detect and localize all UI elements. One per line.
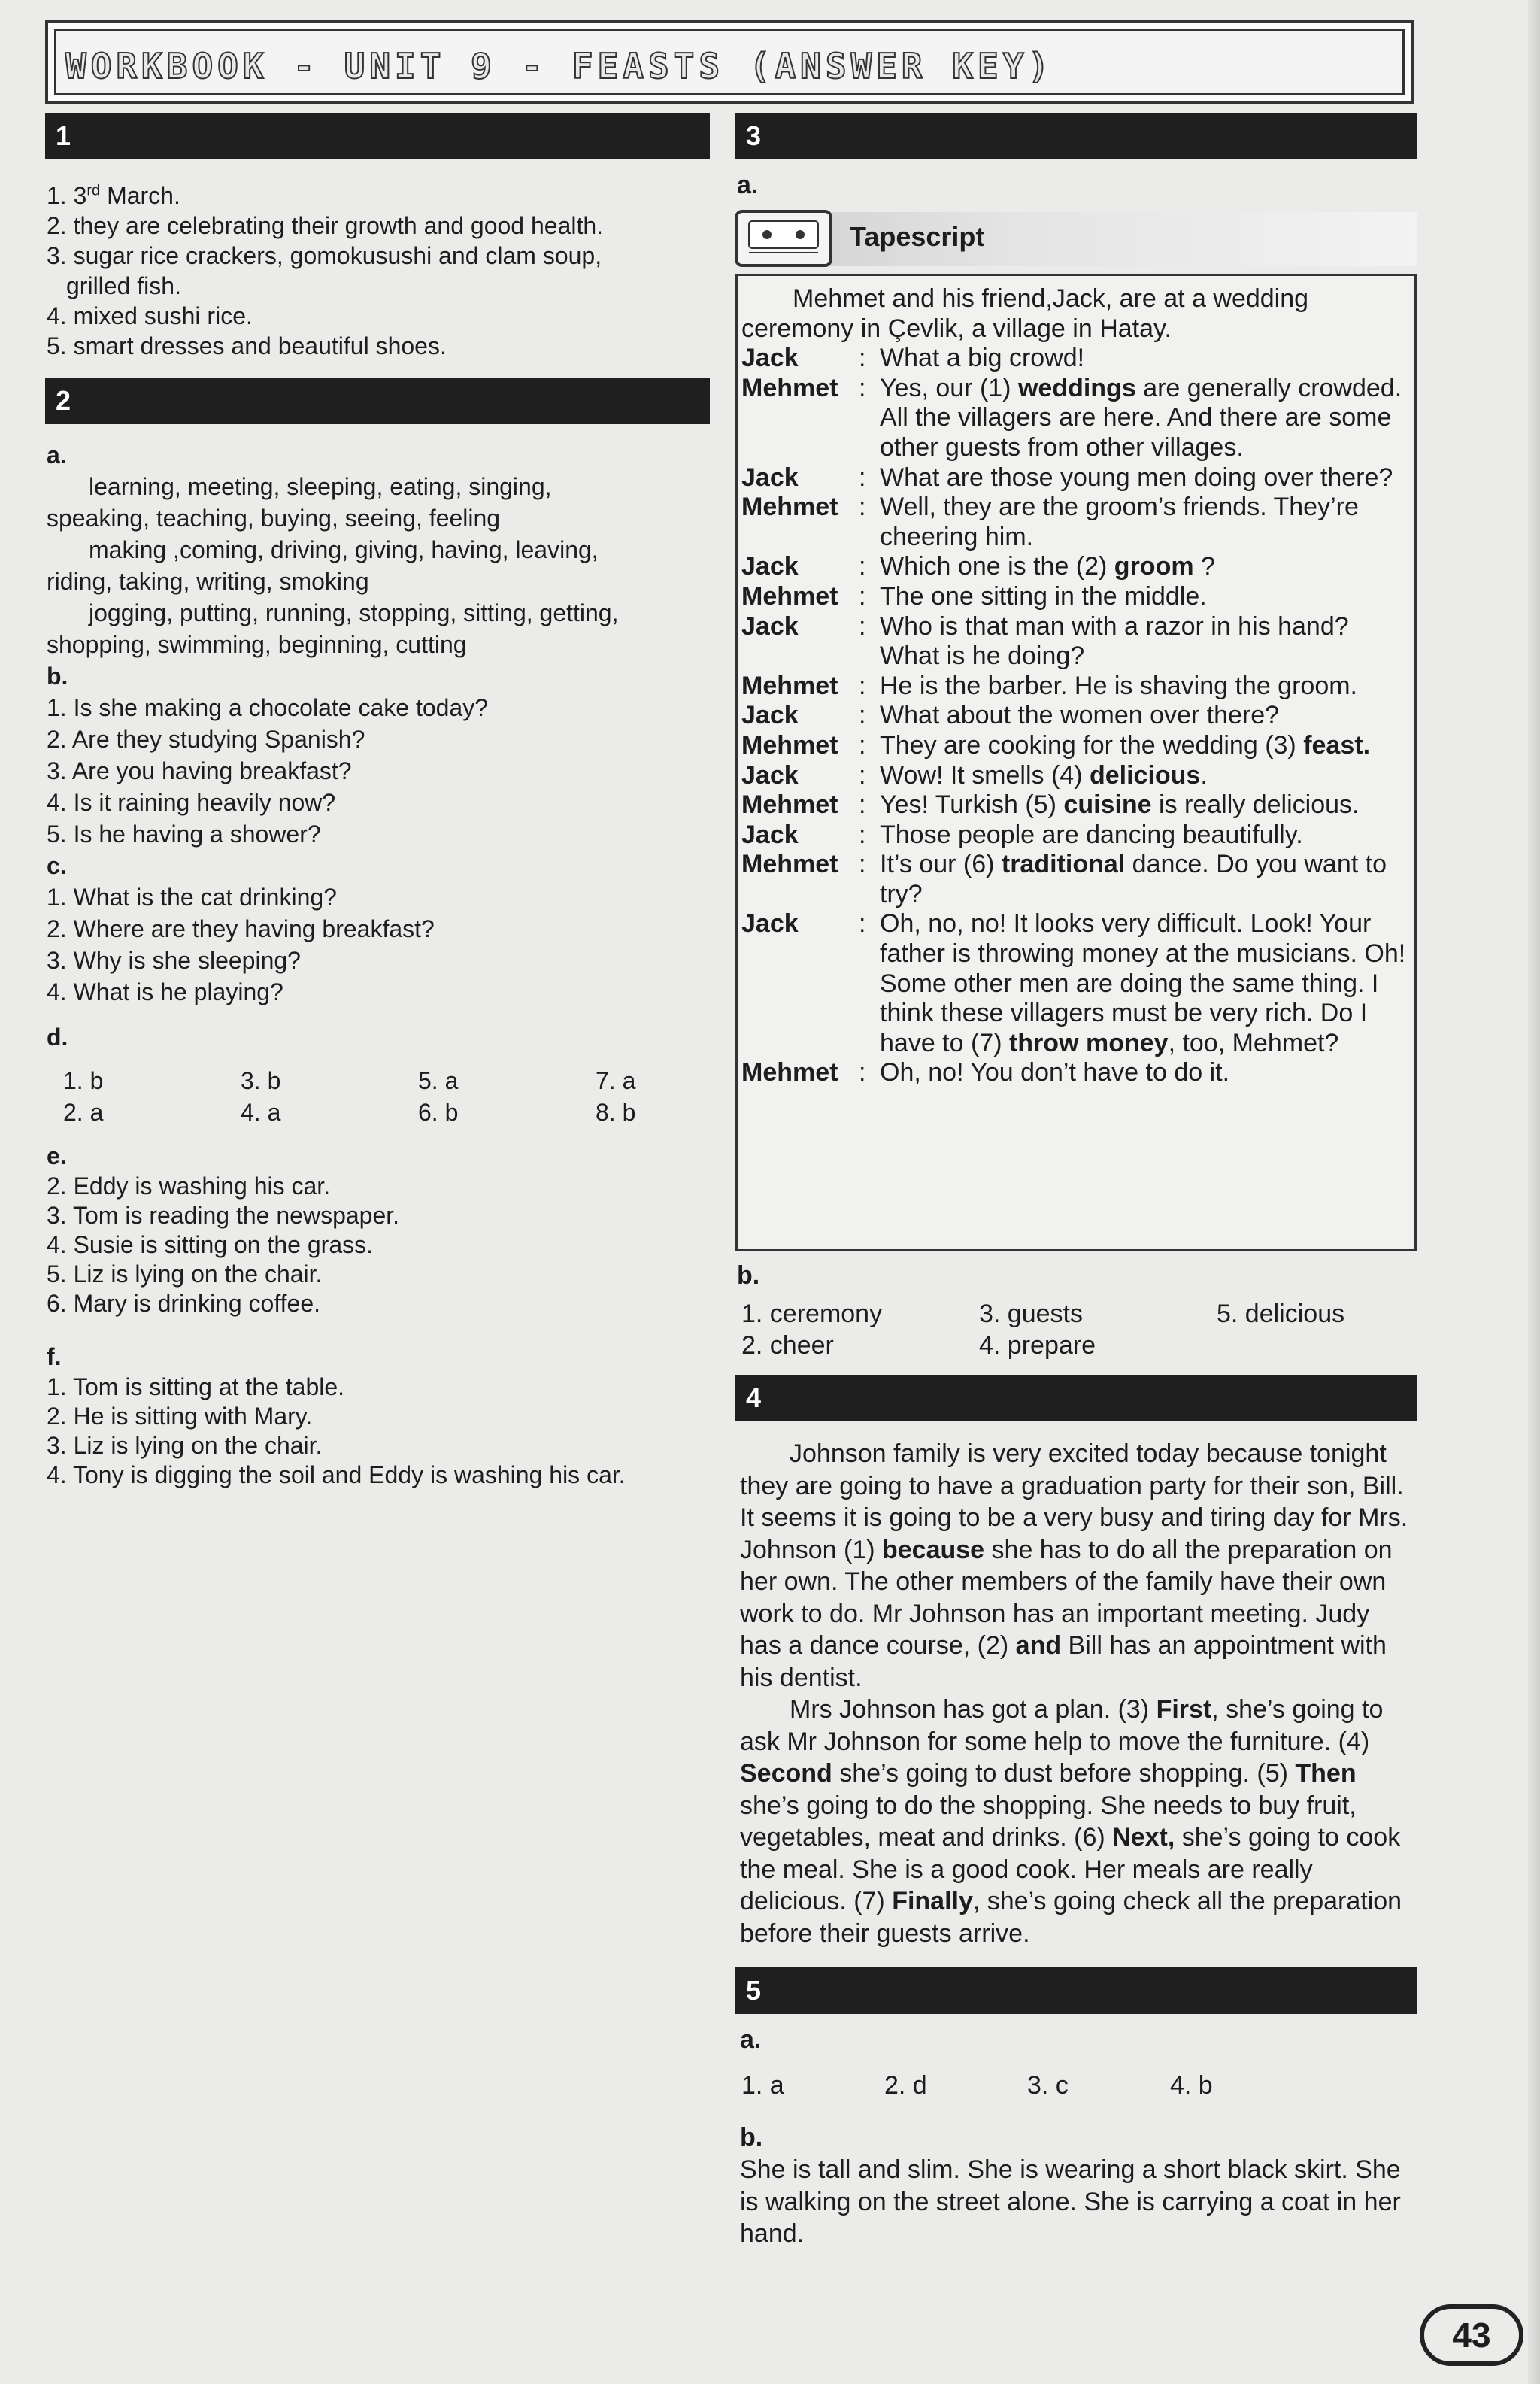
utterance-text: They are cooking for the wedding (3) [880,730,1304,760]
header-banner [45,20,1414,104]
section-3b-answers [741,1298,1454,1361]
answer-item: 5. smart dresses and beautiful shoes. [47,332,447,359]
answer-word: weddings [1017,373,1136,402]
utterance [880,612,1411,672]
grid-answer: 1. b [63,1067,104,1094]
utterance [880,463,1411,493]
answer-item: 2. Are they studying Spanish? [47,726,365,753]
subsection-label: b. [737,1261,760,1290]
tapescript-title: Tapescript [850,221,985,252]
speaker-colon: : [859,790,866,820]
answer-grid [47,1065,708,1128]
answer-item: 3. Why is she sleeping? [47,947,301,974]
word-list-line: learning, meeting, sleeping, eating, singing, [89,473,552,500]
speaker-colon: : [859,820,866,849]
section-5-bar [735,1967,1417,2014]
section-2-number: 2 [56,385,71,416]
section-2-bar [45,378,710,424]
speaker-colon: : [859,909,866,939]
page-number-badge [1420,2304,1523,2366]
section-5a-answers [741,2070,1313,2101]
dialogue-line [741,701,1411,731]
speaker-name: Jack [741,463,799,492]
word-list-line: making ,coming, driving, giving, having, leaving, [89,536,599,563]
utterance [880,790,1411,820]
utterance [880,344,1411,374]
speaker-colon: : [859,344,866,373]
grid-answer: 5. delicious [1217,1300,1345,1328]
speaker-colon: : [859,1058,866,1087]
answer-word: cuisine [1063,790,1152,820]
speaker-colon: : [859,850,866,879]
grid-answer: 1. a [741,2071,784,2100]
subsection-label: a. [737,171,759,199]
answer-item: 1. What is the cat drinking? [47,884,337,911]
answer-item: 2. Eddy is washing his car. [47,1172,331,1200]
answer-item: 4. Is it raining heavily now? [47,789,336,816]
utterance-text: Those people are dancing beautifully. [880,820,1303,849]
answer-item: 4. mixed sushi rice. [47,302,253,329]
answer-item: 3. sugar rice crackers, gomokusushi and clam soup, [47,242,602,269]
grid-answer: 4. prepare [979,1331,1096,1360]
subsection-label: c. [47,852,67,879]
speaker-name: Jack [741,760,799,790]
speaker-name: Jack [741,611,799,641]
speaker-name: Jack [741,820,799,849]
grid-answer: 2. d [884,2071,927,2100]
grid-answer: 5. a [418,1067,459,1094]
utterance [880,909,1411,1058]
answer-word: feast. [1303,730,1371,760]
grid-answer: 7. a [596,1067,636,1094]
dialogue-line [741,493,1411,552]
section-2-answers [47,439,708,1490]
grid-answer: 2. cheer [741,1331,834,1360]
utterance-text: Which one is the (2) [880,552,1114,581]
utterance [880,731,1411,761]
tapescript-intro: Mehmet and his friend,Jack, are at a wedding [793,284,1309,313]
speaker-colon: : [859,760,866,790]
dialogue [741,344,1411,1088]
utterance-text: Yes, our (1) [880,373,1018,402]
utterance [880,582,1411,612]
section-4-number: 4 [746,1382,762,1413]
dialogue-line [741,1058,1411,1088]
speaker-name: Mehmet [741,493,838,522]
subsection-label: e. [47,1142,67,1169]
page-edge [1528,0,1540,2384]
section-5b-text: She is tall and slim. She is wearing a short black skirt. She is walking on the street alone. She is carrying a coat in her hand. [740,2155,1401,2248]
dialogue-line [741,672,1411,702]
answer-word: throw money [1008,1028,1169,1057]
answer-item: 1. Is she making a chocolate cake today? [47,694,489,721]
utterance-text: What about the women over there? [880,701,1280,730]
section-4-text [740,1438,1415,1949]
utterance-text: . [1200,760,1208,790]
answer-item: 2. they are celebrating their growth and good health. [47,212,604,239]
utterance [880,850,1411,909]
paragraph: Mrs Johnson has got a plan. (3) First, she’s going to ask Mr Johnson for some help to move the furniture. (4) Second she’s going to dust before shopping. (5) Then she’s going to do the shopping. She needs to buy fruit, vegetables, meat and drinks. (6) Next, she’s going to cook the meal. She is a good cook. Her meals are really delicious. (7) Finally, she’s going check all the preparation before their guests arrive. [740,1695,1402,1948]
utterance [880,701,1411,731]
section-4-bar [735,1375,1417,1421]
grid-answer: 8. b [596,1099,636,1126]
answer-item: 3. Tom is reading the newspaper. [47,1202,400,1229]
speaker-colon: : [859,730,866,760]
utterance-text: Yes! Turkish (5) [880,790,1064,820]
speaker-name: Mehmet [741,1058,838,1087]
utterance [880,1058,1411,1088]
utterance-text: , too, Mehmet? [1168,1028,1339,1057]
word-list-line: shopping, swimming, beginning, cutting [47,631,467,658]
subsection-label: d. [47,1024,68,1051]
page-title: WORKBOOK - UNIT 9 - FEASTS (ANSWER KEY) [65,46,1054,86]
utterance [880,672,1411,702]
answer-item: 3. Are you having breakfast? [47,757,352,784]
answer-item: 4. Susie is sitting on the grass. [47,1231,373,1258]
utterance-text: are generally crowded. All the villagers are here. And there are some other guests from other villages. [880,373,1402,462]
subsection-label: f. [47,1343,62,1370]
dialogue-line [741,612,1411,672]
tapescript-intro: ceremony in Çevlik, a village in Hatay. [741,314,1172,343]
answer-grid [741,2070,1313,2101]
dialogue-line [741,909,1411,1058]
tapescript-text [741,284,1411,1088]
dialogue-line [741,820,1411,851]
grid-answer [1217,1330,1454,1361]
answer-item: 4. What is he playing? [47,978,283,1005]
word-list-line: riding, taking, writing, smoking [47,568,369,595]
speaker-name: Jack [741,701,799,730]
dialogue-line [741,850,1411,909]
speaker-name: Mehmet [741,850,838,879]
answer-item: 3. Liz is lying on the chair. [47,1432,323,1459]
grid-answer: 2. a [63,1099,104,1126]
utterance-text: What a big crowd! [880,344,1085,373]
utterance-text: Oh, no, no! It looks very difficult. Look! Your father is throwing money at the musicians. Oh! Some other men are doing the same thing. I think these villagers must be very rich. Do I have to (7) [880,909,1406,1057]
answer-item: 1. Tom is sitting at the table. [47,1373,345,1400]
answer-item: 1. 3rd March. [47,182,180,209]
grid-answer: 1. ceremony [741,1300,883,1328]
utterance [880,761,1411,791]
dialogue-line [741,374,1411,463]
utterance-text: Who is that man with a razor in his hand? What is he doing? [880,611,1349,671]
subsection-label: a. [740,2025,762,2054]
tapescript-heading-bar [737,212,1417,266]
section-3-bar [735,113,1417,159]
utterance-text: ? [1193,552,1215,581]
dialogue-line [741,731,1411,761]
dialogue-line [741,582,1411,612]
speaker-colon: : [859,581,866,611]
utterance [880,820,1411,851]
speaker-colon: : [859,493,866,522]
utterance-text: dance. Do you want to try? [880,850,1387,908]
grid-answer: 4. a [241,1099,281,1126]
grid-answer: 3. c [1027,2071,1069,2100]
answer-word: groom [1114,552,1194,581]
utterance-text: It’s our (6) [880,850,1002,879]
dialogue-line [741,761,1411,791]
grid-answer: 6. b [418,1099,459,1126]
dialogue-line [741,344,1411,374]
utterance-text: is really delicious. [1151,790,1360,820]
answer-item: 2. Where are they having breakfast? [47,915,435,942]
answer-word: traditional [1001,850,1126,879]
speaker-name: Mehmet [741,581,838,611]
speaker-colon: : [859,373,866,402]
speaker-colon: : [859,671,866,700]
utterance-text: Well, they are the groom’s friends. They’re cheering him. [880,493,1359,551]
word-list-line: speaking, teaching, buying, seeing, feeling [47,505,501,532]
speaker-name: Jack [741,909,799,939]
utterance [880,374,1411,463]
utterance-text: He is the barber. He is shaving the groom. [880,671,1357,700]
speaker-name: Jack [741,552,799,581]
utterance [880,493,1411,552]
speaker-colon: : [859,463,866,492]
utterance-text: The one sitting in the middle. [880,581,1207,611]
section-1-answers [47,180,708,361]
answer-item: 5. Is he having a shower? [47,820,321,848]
section-3-number: 3 [746,120,762,151]
grid-answer: 4. b [1170,2071,1213,2100]
speaker-name: Mehmet [741,373,838,402]
speaker-name: Mehmet [741,730,838,760]
grid-answer: 3. guests [979,1300,1083,1328]
utterance-text: Wow! It smells (4) [880,760,1090,790]
subsection-label: b. [740,2123,763,2152]
grid-answer: 3. b [241,1067,281,1094]
speaker-name: Mehmet [741,790,838,820]
utterance-text: Oh, no! You don’t have to do it. [880,1058,1230,1087]
cassette-icon [734,209,833,268]
speaker-name: Jack [741,344,799,373]
paragraph: Johnson family is very excited today because tonight they are going to have a graduation party for their son, Bill. It seems it is going to be a very busy and tiring day for Mrs. Johnson (1) because she has to do all the preparation on her own. The other members of the family have their own work to do. Mr Johnson has an important meeting. Judy has a dance course, (2) and Bill has an appointment with his dentist. [740,1439,1408,1692]
speaker-name: Mehmet [741,671,838,700]
word-list-line: jogging, putting, running, stopping, sitting, getting, [89,599,619,626]
speaker-colon: : [859,701,866,730]
section-1-bar [45,113,710,159]
section-5-number: 5 [746,1975,762,2006]
answer-item: 4. Tony is digging the soil and Eddy is washing his car. [47,1461,626,1488]
answer-item: 2. He is sitting with Mary. [47,1403,313,1430]
speaker-colon: : [859,611,866,641]
answer-word: delicious [1089,760,1201,790]
dialogue-line [741,790,1411,820]
utterance [880,552,1411,582]
answer-grid [741,1298,1454,1361]
dialogue-line [741,552,1411,582]
subsection-label: a. [47,441,67,469]
page-number: 43 [1452,2316,1491,2355]
answer-item: grilled fish. [66,272,181,299]
header-inner-frame [54,29,1405,95]
answer-item: 5. Liz is lying on the chair. [47,1260,323,1288]
utterance-text: What are those young men doing over there? [880,463,1393,492]
dialogue-line [741,463,1411,493]
subsection-label: b. [47,663,68,690]
speaker-colon: : [859,552,866,581]
section-1-number: 1 [56,120,71,151]
answer-item: 6. Mary is drinking coffee. [47,1290,321,1317]
